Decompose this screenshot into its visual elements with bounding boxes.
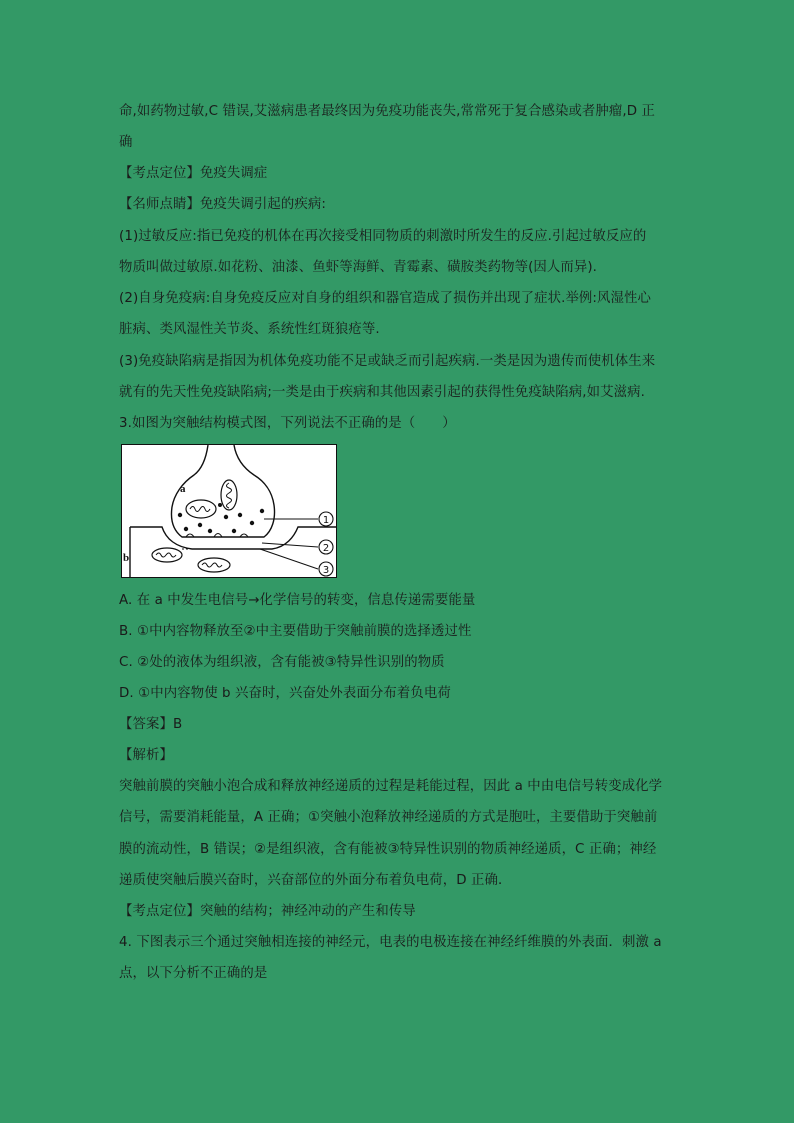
marker-3: 3 [322,565,330,576]
text-line: 突触前膜的突触小泡合成和释放神经递质的过程是耗能过程，因此 a 中由电信号转变成化学 [119,779,663,794]
text-line: 信号，需要消耗能量，A 正确；①突触小泡释放神经递质的方式是胞吐，主要借助于突触前 [119,810,658,825]
text-line: 【考点定位】突触的结构；神经冲动的产生和传导 [119,904,416,919]
text-line: 点，以下分析不正确的是 [119,966,268,981]
text-line: 膜的流动性，B 错误；②是组织液，含有能被③特异性识别的物质神经递质，C 正确；神经 [119,842,657,857]
text-line: 确 [119,135,133,150]
synapse-diagram [121,444,337,578]
text-line: 就有的先天性免疫缺陷病;一类是由于疾病和其他因素引起的获得性免疫缺陷病,如艾滋病. [119,385,645,400]
option-d: D. ①中内容物使 b 兴奋时，兴奋处外表面分布着负电荷 [119,686,451,701]
text-line: (2)自身免疫病:自身免疫反应对自身的组织和器官造成了损伤并出现了症状.举例:风湿性心 [119,291,651,306]
label-b: b [123,552,130,564]
question-3-stem: 3.如图为突触结构模式图，下列说法不正确的是（ ） [119,416,456,431]
text-line: 物质叫做过敏原.如花粉、油漆、鱼虾等海鲜、青霉素、磺胺类药物等(因人而异). [119,260,598,275]
option-b: B. ①中内容物释放至②中主要借助于突触前膜的选择透过性 [119,624,472,639]
text-line: (1)过敏反应:指已免疫的机体在再次接受相同物质的刺激时所发生的反应.引起过敏反应的 [119,229,647,244]
synapse-diagram-svg [122,445,336,577]
text-line: 【考点定位】免疫失调症 [119,166,268,181]
marker-2: 2 [322,543,330,554]
text-line: 命,如药物过敏,C 错误,艾滋病患者最终因为免疫功能丧失,常常死于复合感染或者肿瘤,D 正 [119,104,656,119]
marker-1: 1 [322,515,330,526]
answer-line: 【答案】B [119,717,183,732]
analysis-heading: 【解析】 [119,748,173,763]
option-c: C. ②处的液体为组织液，含有能被③特异性识别的物质 [119,655,445,670]
text-line: 【名师点睛】免疫失调引起的疾病: [119,197,326,212]
label-a: a [180,483,186,495]
option-a: A. 在 a 中发生电信号→化学信号的转变，信息传递需要能量 [119,593,476,608]
text-line: 递质使突触后膜兴奋时，兴奋部位的外面分布着负电荷，D 正确． [119,873,512,888]
text-line: 脏病、类风湿性关节炎、系统性红斑狼疮等. [119,322,380,337]
question-4-stem: 4. 下图表示三个通过突触相连接的神经元，电表的电极连接在神经纤维膜的外表面．刺激 a [119,935,662,950]
text-line: (3)免疫缺陷病是指因为机体免疫功能不足或缺乏而引起疾病.一类是因为遗传而使机体生来 [119,354,656,369]
